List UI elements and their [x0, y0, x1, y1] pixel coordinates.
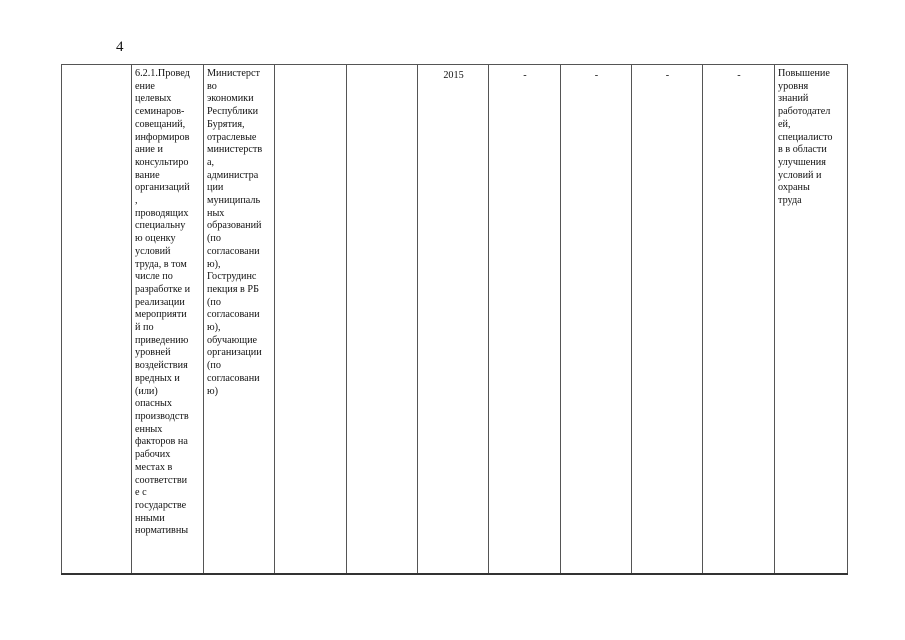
value-cell-2: - [561, 65, 632, 575]
cell-line: министерств [207, 144, 263, 156]
cell-line: отраслевые [207, 131, 257, 143]
cell-line: специалисто [778, 131, 833, 143]
cell-line: пекция в РБ [207, 283, 259, 295]
cell-line: реализации [135, 296, 185, 308]
cell-line: нормативны [135, 525, 189, 537]
cell-line: ю), [207, 258, 221, 270]
cell-line: числе по [135, 271, 173, 283]
row-number-cell [62, 65, 132, 575]
cell-line: местах в [135, 461, 173, 473]
cell-line: улучшения [778, 156, 826, 168]
page-number: 4 [116, 39, 124, 55]
cell-line: муниципаль [207, 195, 261, 207]
table-row [62, 65, 848, 575]
cell-line: согласовани [207, 372, 260, 384]
cell-line: рабочих [135, 449, 171, 461]
cell-line: (по [207, 233, 221, 245]
cell-line: специальну [135, 220, 186, 232]
cell-line: Повышение [778, 68, 830, 79]
activity-cell [132, 65, 204, 575]
cell-line: , [135, 195, 138, 207]
cell-line: ных [207, 207, 225, 219]
measures-table [61, 64, 848, 575]
executor-text [207, 68, 272, 398]
cell-line: е с [135, 487, 147, 499]
cell-line: Гострудинс [207, 271, 257, 283]
cell-line: согласовани [207, 245, 260, 257]
cell-line: мероприяти [135, 309, 187, 321]
cell-line: во [207, 80, 217, 92]
cell-line: уровней [135, 347, 171, 359]
cell-line: воздействия [135, 360, 188, 372]
empty-cell-4 [275, 65, 347, 575]
cell-line: образований [207, 220, 262, 232]
cell-line: нными [135, 512, 165, 524]
cell-line: Республики [207, 106, 259, 118]
cell-line: целевых [135, 93, 172, 105]
cell-line: охраны [778, 182, 810, 194]
cell-line: (или) [135, 385, 158, 397]
cell-line: государстве [135, 499, 187, 511]
cell-line: ание и [135, 144, 163, 156]
cell-line: (по [207, 296, 221, 308]
value-cell-1: - [489, 65, 561, 575]
cell-line: соответстви [135, 474, 188, 486]
cell-line: (по [207, 360, 221, 372]
cell-line: условий [135, 245, 171, 257]
cell-line: условий и [778, 169, 822, 181]
cell-line: опасных [135, 398, 172, 410]
cell-line: труда, в том [135, 258, 187, 270]
cell-line: информиров [135, 131, 190, 143]
cell-line: семинаров- [135, 106, 185, 118]
cell-line: приведению [135, 334, 189, 346]
executor-cell [204, 65, 275, 575]
cell-line: й по [135, 322, 154, 334]
activity-text [135, 68, 201, 538]
cell-line: вание [135, 169, 160, 181]
cell-line: согласовани [207, 309, 260, 321]
cell-line: консультиро [135, 156, 189, 168]
cell-line: факторов на [135, 436, 188, 448]
cell-line: ю оценку [135, 233, 176, 245]
cell-line: совещаний, [135, 118, 186, 130]
cell-line: уровня [778, 80, 809, 92]
cell-line: производств [135, 410, 189, 422]
result-cell [775, 65, 848, 575]
cell-line: ю) [207, 385, 219, 397]
cell-line: знаний [778, 93, 809, 105]
cell-line: в в области [778, 144, 827, 156]
cell-line: труда [778, 195, 802, 207]
cell-line: ции [207, 182, 224, 194]
year-cell: 2015 [418, 65, 489, 575]
cell-line: организации [207, 347, 262, 359]
cell-line: администра [207, 169, 259, 181]
cell-line: Бурятия, [207, 118, 245, 130]
result-text [778, 68, 845, 208]
cell-line: разработке и [135, 283, 191, 295]
cell-line: вредных и [135, 372, 180, 384]
cell-line: проводящих [135, 207, 189, 219]
cell-line: работодател [778, 106, 831, 118]
empty-cell-5 [347, 65, 418, 575]
value-cell-3: - [632, 65, 703, 575]
cell-line: экономики [207, 93, 254, 105]
cell-line: организаций [135, 182, 190, 194]
value-cell-4: - [703, 65, 775, 575]
cell-line: а, [207, 156, 215, 168]
cell-line: 6.2.1.Провед [135, 68, 190, 79]
cell-line: обучающие [207, 334, 258, 346]
cell-line: ение [135, 80, 155, 92]
cell-line: ей, [778, 118, 791, 130]
cell-line: Министерст [207, 68, 260, 79]
cell-line: енных [135, 423, 163, 435]
cell-line: ю), [207, 322, 221, 334]
